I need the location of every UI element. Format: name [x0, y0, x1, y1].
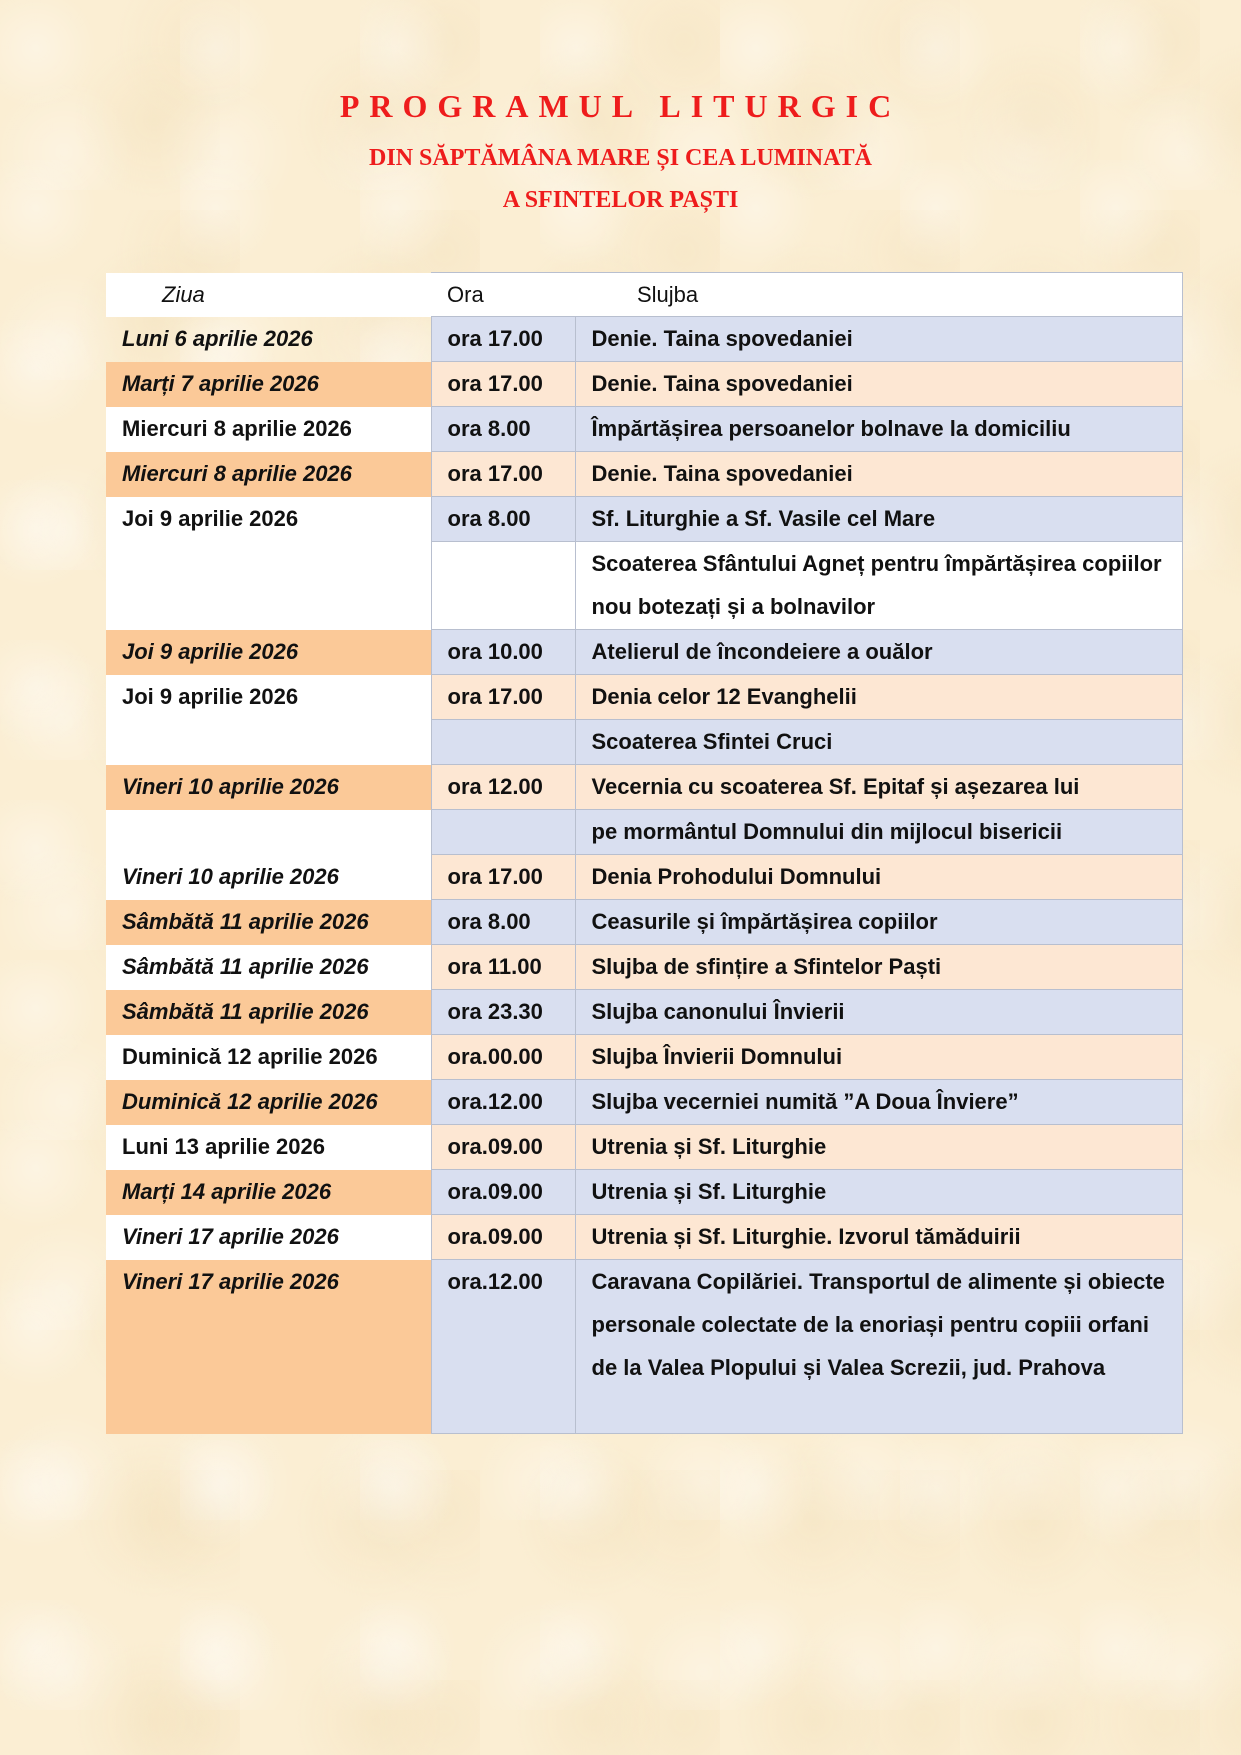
- row-service: Scoaterea Sfintei Cruci: [575, 720, 1182, 765]
- table-row: [106, 1080, 1182, 1125]
- table-row: [106, 630, 1182, 675]
- row-hour: ora 8.00: [431, 497, 575, 542]
- table-row: [106, 675, 1182, 720]
- table-row: [106, 720, 1182, 765]
- row-service: Denia celor 12 Evanghelii: [575, 675, 1182, 720]
- row-service: Slujba Învierii Domnului: [575, 1035, 1182, 1080]
- row-hour: ora.12.00: [431, 1260, 575, 1434]
- row-hour: ora.00.00: [431, 1035, 575, 1080]
- table-row: [106, 1260, 1182, 1434]
- row-hour: ora 11.00: [431, 945, 575, 990]
- row-day: Joi 9 aprilie 2026: [106, 630, 431, 675]
- row-service: Sf. Liturghie a Sf. Vasile cel Mare: [575, 497, 1182, 542]
- row-day: Marți 14 aprilie 2026: [106, 1170, 431, 1215]
- row-service: Scoaterea Sfântului Agneț pentru împărtășirea copiilor nou botezați și a bolnavilor: [575, 542, 1182, 630]
- table-row: [106, 407, 1182, 452]
- row-hour: ora.09.00: [431, 1170, 575, 1215]
- row-service: Împărtășirea persoanelor bolnave la domiciliu: [575, 407, 1182, 452]
- row-day: Miercuri 8 aprilie 2026: [106, 452, 431, 497]
- row-service: Caravana Copilăriei. Transportul de alimente și obiecte personale colectate de la enoriași pentru copiii orfani de la Valea Plopului și Valea Screzii, jud. Prahova: [575, 1260, 1182, 1434]
- row-service: pe mormântul Domnului din mijlocul bisericii: [575, 810, 1182, 855]
- row-day: Vineri 17 aprilie 2026: [106, 1215, 431, 1260]
- row-hour: ora.09.00: [431, 1215, 575, 1260]
- table-row: [106, 810, 1182, 855]
- row-day: Joi 9 aprilie 2026: [106, 675, 431, 720]
- document-subtitle-2: A SFINTELOR PAȘTI: [502, 187, 739, 213]
- row-hour: [431, 720, 575, 765]
- row-day: Luni 13 aprilie 2026: [106, 1125, 431, 1170]
- row-service: Slujba de sfințire a Sfintelor Paști: [575, 945, 1182, 990]
- row-day: Duminică 12 aprilie 2026: [106, 1035, 431, 1080]
- header-day: Ziua: [106, 273, 431, 317]
- table-row: [106, 1125, 1182, 1170]
- row-hour: ora 17.00: [431, 317, 575, 362]
- row-hour: [431, 542, 575, 630]
- row-day: Vineri 10 aprilie 2026: [106, 765, 431, 810]
- row-day: Vineri 10 aprilie 2026: [106, 855, 431, 900]
- table-row: [106, 855, 1182, 900]
- row-service: Slujba vecerniei numită ”A Doua Înviere”: [575, 1080, 1182, 1125]
- row-day: Vineri 17 aprilie 2026: [106, 1260, 431, 1434]
- table-row: [106, 765, 1182, 810]
- row-day: Duminică 12 aprilie 2026: [106, 1080, 431, 1125]
- row-hour: ora 8.00: [431, 900, 575, 945]
- header-hour: Ora: [431, 273, 575, 317]
- row-service: Utrenia și Sf. Liturghie: [575, 1170, 1182, 1215]
- table-row: [106, 362, 1182, 407]
- row-day: Joi 9 aprilie 2026: [106, 497, 431, 542]
- row-day: [106, 720, 431, 765]
- row-service: Denie. Taina spovedaniei: [575, 317, 1182, 362]
- table-row: [106, 452, 1182, 497]
- row-day: Luni 6 aprilie 2026: [122, 325, 313, 351]
- table-row: [106, 990, 1182, 1035]
- row-hour: ora 10.00: [431, 630, 575, 675]
- row-service: Ceasurile și împărtășirea copiilor: [575, 900, 1182, 945]
- schedule-table: [106, 272, 1183, 1434]
- row-hour: [431, 810, 575, 855]
- table-row: [106, 1035, 1182, 1080]
- table-row: [106, 542, 1182, 630]
- row-day: Sâmbătă 11 aprilie 2026: [106, 900, 431, 945]
- row-service: Denie. Taina spovedaniei: [575, 362, 1182, 407]
- row-hour: ora 8.00: [431, 407, 575, 452]
- row-hour: ora 17.00: [431, 675, 575, 720]
- row-day: Miercuri 8 aprilie 2026: [106, 407, 431, 452]
- table-row: [106, 900, 1182, 945]
- header-service: Slujba: [575, 273, 1182, 317]
- row-day: Sâmbătă 11 aprilie 2026: [106, 945, 431, 990]
- table-row: [106, 945, 1182, 990]
- table-row: [106, 317, 1182, 362]
- row-day: Marți 7 aprilie 2026: [106, 362, 431, 407]
- row-service: Utrenia și Sf. Liturghie: [575, 1125, 1182, 1170]
- row-service: Atelierul de încondeiere a ouălor: [575, 630, 1182, 675]
- row-day: [106, 810, 431, 855]
- row-hour: ora.09.00: [431, 1125, 575, 1170]
- row-service: Slujba canonului Învierii: [575, 990, 1182, 1035]
- row-day: Sâmbătă 11 aprilie 2026: [106, 990, 431, 1035]
- document-subtitle: DIN SĂPTĂMÂNA MARE ȘI CEA LUMINATĂ: [369, 145, 872, 171]
- row-service: Utrenia și Sf. Liturghie. Izvorul tămăduirii: [575, 1215, 1182, 1260]
- row-day: [106, 542, 431, 630]
- document-title: PROGRAMUL LITURGIC: [339, 88, 902, 124]
- row-service: Denie. Taina spovedaniei: [575, 452, 1182, 497]
- table-row: [106, 1215, 1182, 1260]
- row-service: Denia Prohodului Domnului: [575, 855, 1182, 900]
- table-row: [106, 1170, 1182, 1215]
- row-hour: ora.12.00: [431, 1080, 575, 1125]
- row-hour: ora 23.30: [431, 990, 575, 1035]
- table-row: [106, 497, 1182, 542]
- row-hour: ora 12.00: [431, 765, 575, 810]
- row-hour: ora 17.00: [431, 452, 575, 497]
- table-header-row: [106, 273, 1182, 317]
- row-hour: ora 17.00: [431, 855, 575, 900]
- row-service: Vecernia cu scoaterea Sf. Epitaf și așezarea lui: [575, 765, 1182, 810]
- row-hour: ora 17.00: [431, 362, 575, 407]
